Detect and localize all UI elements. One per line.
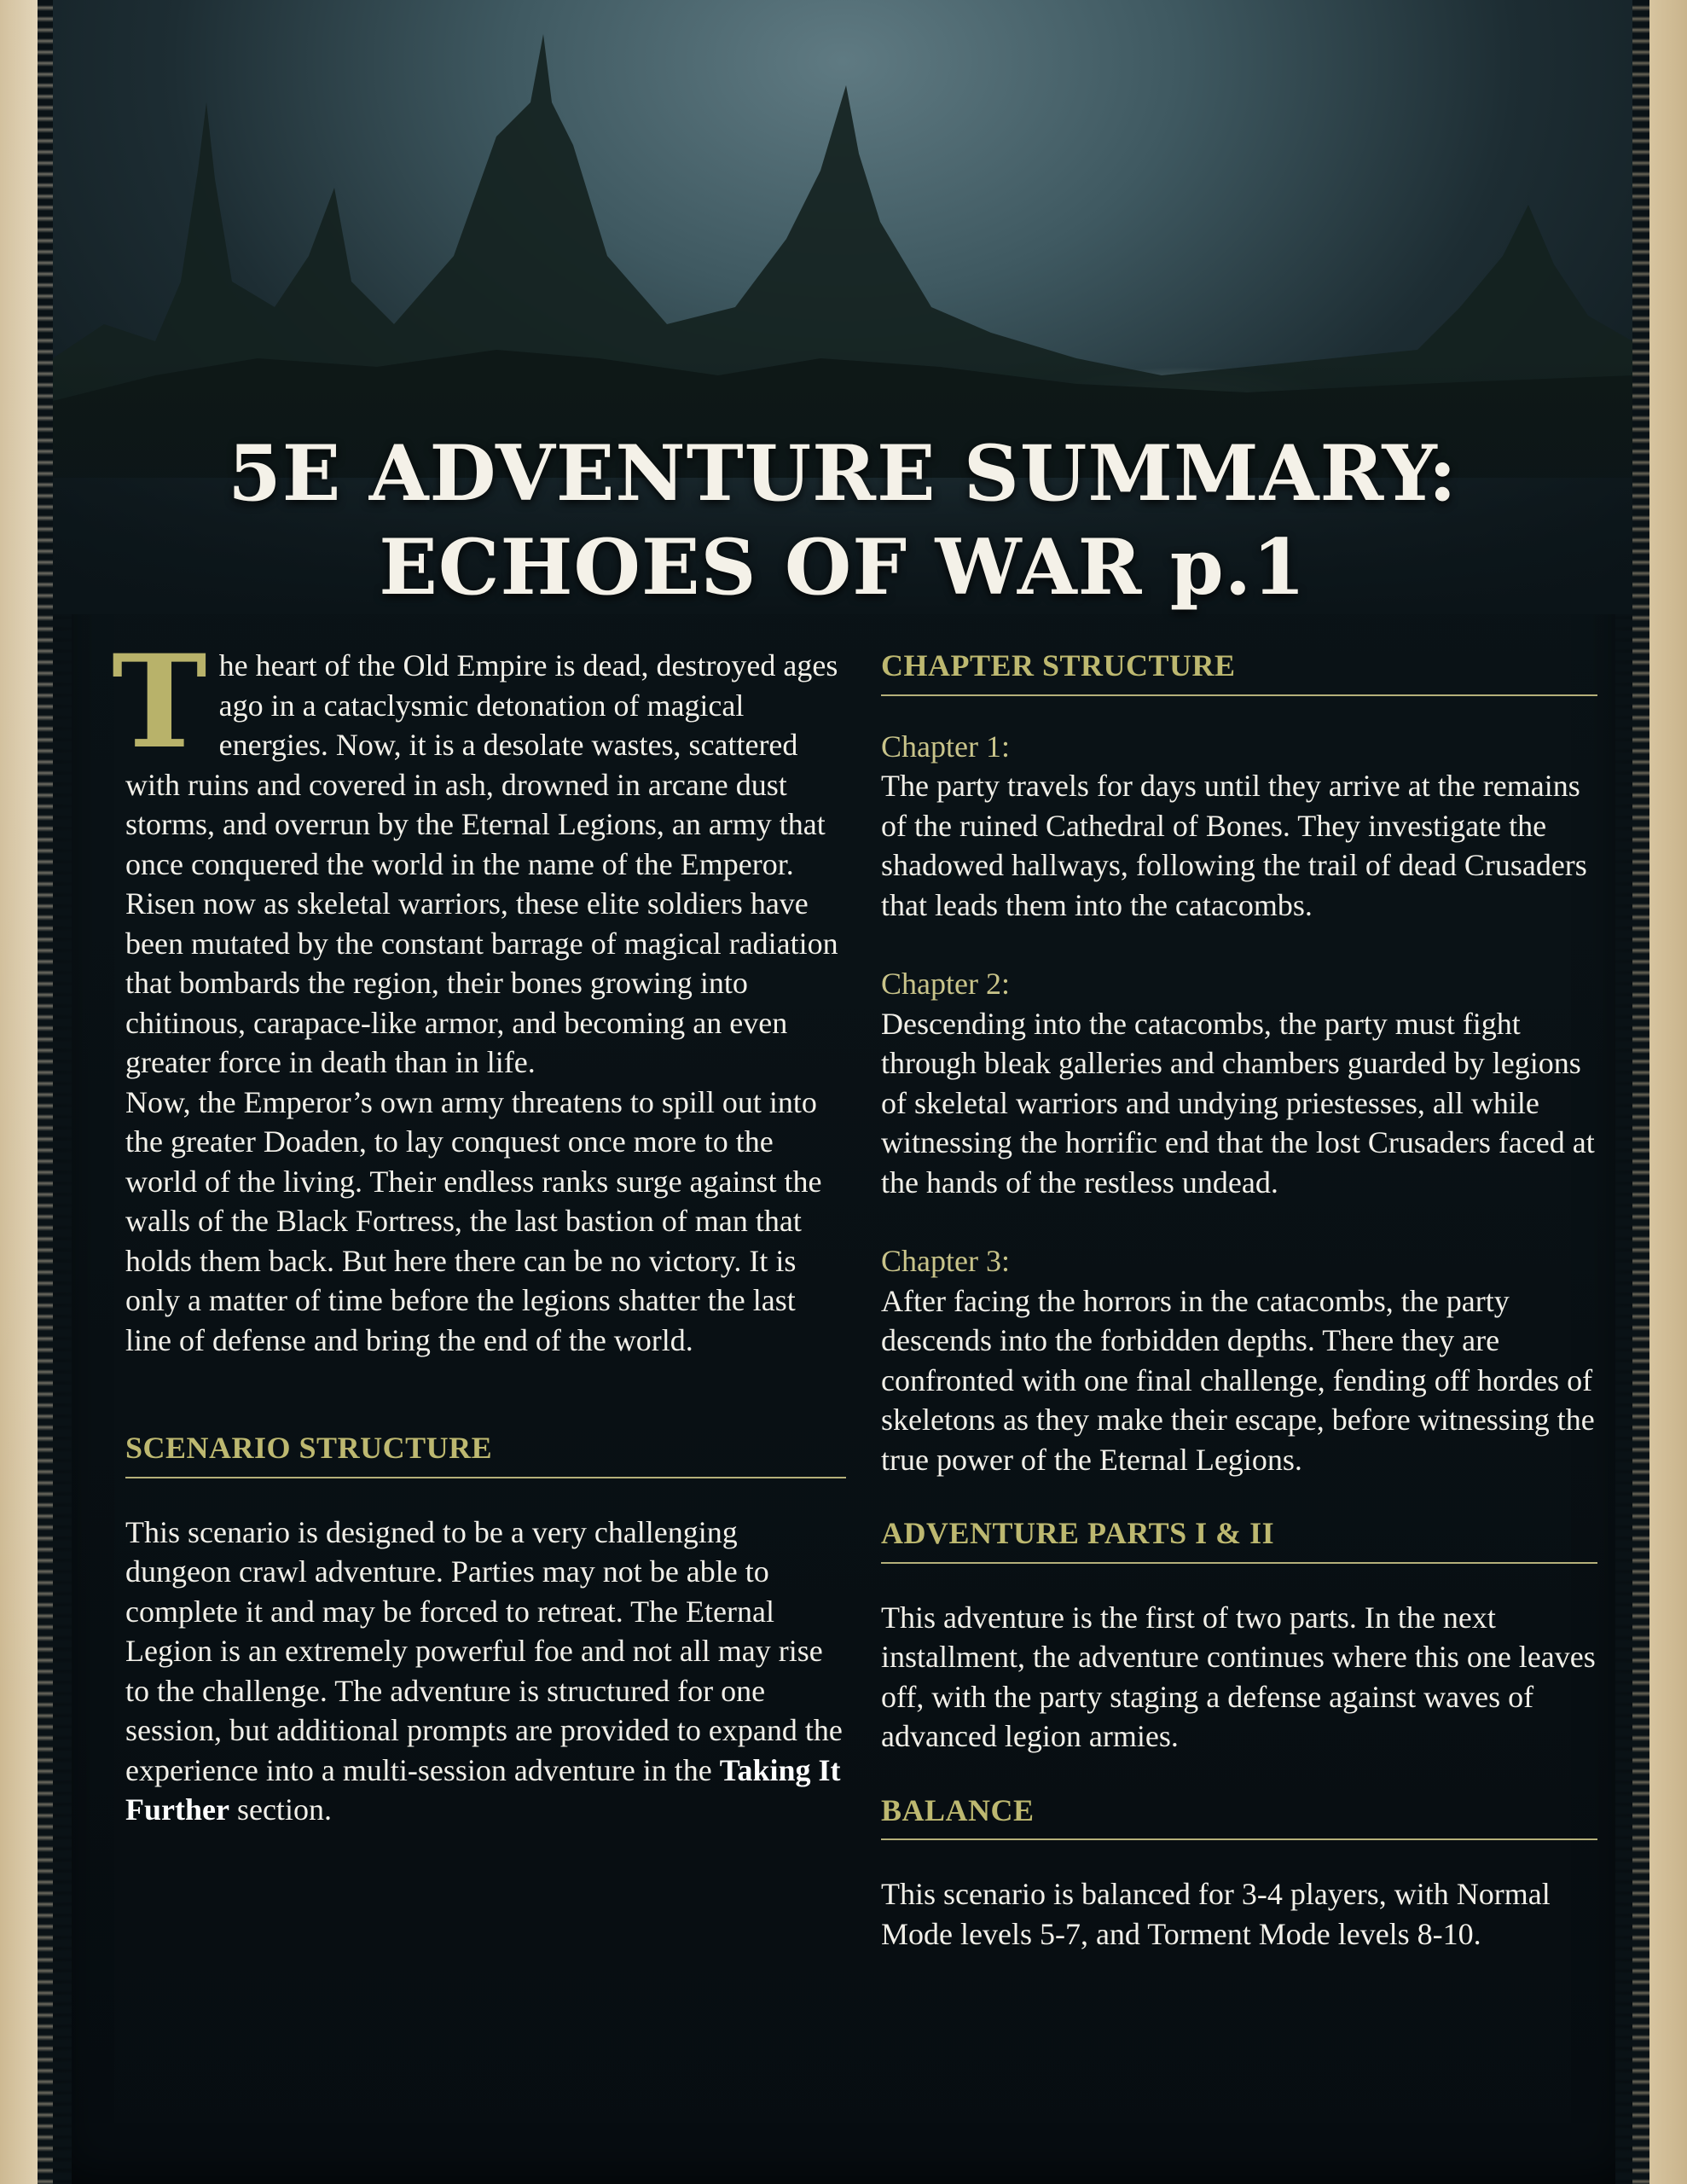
page-title-line-2: ECHOES OF WAR p.1: [379, 522, 1307, 613]
drop-cap: T: [112, 627, 207, 777]
page-title-line-1: 5E ADVENTURE SUMMARY:: [228, 428, 1458, 519]
chapter-1-text: The party travels for days until they arrive at the remains of the ruined Cathedral of Bones. They investigate the shadowed hallways, following the trail of dead Crusaders that leads them into the catacombs.: [881, 769, 1587, 922]
intro-paragraph-1: he heart of the Old Empire is dead, destroyed ages ago in a cataclysmic detonation of magical energies. Now, it is a desolate wastes, scattered with ruins and covered in ash, drowned in arcane dust storms, and overrun by the Eternal Legions, an army that once conquered the world in the name of the Emperor. Risen now as skeletal warriors, these elite soldiers have been mutated by the constant barrage of magical radiation that bombards the region, their bones growing into chitinous, carapace-like armor, and becoming an even greater force in death than in life.: [125, 648, 838, 1079]
scenario-structure-heading: SCENARIO STRUCTURE: [125, 1428, 846, 1478]
chapter-2-label: Chapter 2:: [881, 967, 1010, 1001]
chapter-structure-heading: CHAPTER STRUCTURE: [881, 646, 1597, 696]
taking-it-further-link-text: Taking It Further: [125, 1752, 841, 1827]
chapter-2-text: Descending into the catacombs, the party must fight through bleak galleries and chambers guarded by legions of skeletal warriors and undying priestesses, all while witnessing the horrific end that the lost Crusaders faced at the hands of the restless undead.: [881, 1006, 1595, 1199]
balance-heading: BALANCE: [881, 1791, 1597, 1841]
adventure-parts-heading: ADVENTURE PARTS I & II: [881, 1513, 1597, 1564]
adventure-parts-text: This adventure is the first of two parts. In the next installment, the adventure continues where this one leaves off, with the party staging a defense against waves of advanced legion armies.: [881, 1600, 1596, 1753]
chapter-3-text: After facing the horrors in the catacombs, the party descends into the forbidden depths. There they are confronted with one final challenge, fending off hordes of skeletons as they make their escape, before witnessing the true power of the Eternal Legions.: [881, 1283, 1595, 1477]
chapter-3-label: Chapter 3:: [881, 1244, 1010, 1278]
scenario-text-part-1: This scenario is designed to be a very challenging dungeon crawl adventure. Parties may not be able to complete it and may be forced to retreat. The Eternal Legion is an extremely powerful foe and not all may rise to the challenge. The adventure is structured for one session, but additional prompts are provided to expand the experience into a multi-session adventure in the: [125, 1514, 843, 1787]
chapter-1-label: Chapter 1:: [881, 729, 1010, 764]
right-column: [881, 646, 1597, 1954]
left-column: [112, 627, 846, 1830]
intro-paragraph-2: Now, the Emperor’s own army threatens to spill out into the greater Doaden, to lay conquest once more to the world of the living. Their endless ranks surge against the walls of the Black Fortress, the last bastion of man that holds them back. But here there can be no victory. It is only a matter of time before the legions shatter the last line of defense and bring the end of the world.: [125, 1084, 822, 1357]
scenario-structure-text: [125, 1513, 846, 1830]
scenario-text-part-2: section.: [229, 1792, 332, 1827]
balance-text: This scenario is balanced for 3-4 players, with Normal Mode levels 5-7, and Torment Mode levels 8-10.: [881, 1877, 1551, 1951]
